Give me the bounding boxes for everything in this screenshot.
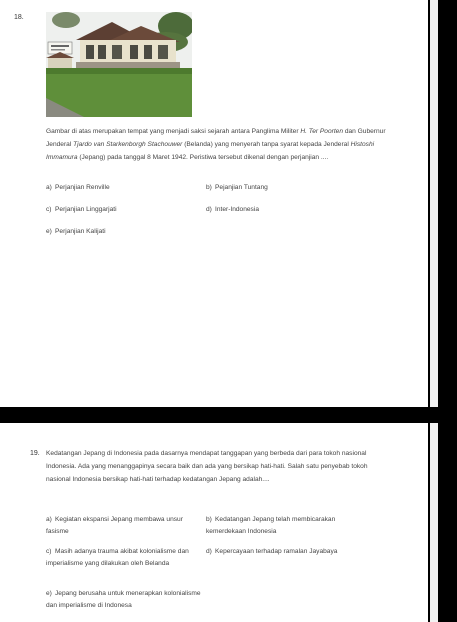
question-19-stem: Kedatangan Jepang di Indonesia pada dasarnya mendapat tanggapan yang berbeda dari para tokoh nasional Indonesia. Ada yang menanggapinya secara baik dan ada yang bersikap hati-hati. Salah satu penyebab tokoh nasional Indonesia bersikap hati-hati terhadap kedatangan Jepang adalah....	[46, 450, 368, 484]
option-label: e)	[46, 590, 52, 597]
page-edge	[430, 0, 438, 407]
stem-text-italic: Tjardo van Starkenborgh Stachouwer	[73, 141, 183, 149]
option-text: Perjanjian Renville	[55, 184, 110, 191]
stem-text: Gambar di atas merupakan tempat yang menjadi saksi sejarah antara Panglima Militer	[46, 128, 301, 135]
option-text: Inter-Indonesia	[215, 206, 259, 213]
stem-text: dan Gubernur Jenderal	[46, 128, 386, 149]
option-label: b)	[206, 184, 212, 191]
stem-text: (Jepang) pada tanggal 8 Maret 1942. Peristiwa tersebut dikenal dengan perjanjian ....	[77, 154, 329, 162]
option-label: a)	[46, 184, 52, 191]
option-label: b)	[206, 516, 212, 523]
question-number: 18.	[14, 14, 24, 21]
option-b[interactable]	[206, 514, 366, 537]
option-e[interactable]	[46, 226, 106, 238]
question-18-stem	[46, 125, 391, 165]
historical-building-photo	[46, 12, 192, 117]
option-label: d)	[206, 206, 212, 213]
option-text: Kedatangan Jepang telah membicarakan kemerdekaan Indonesia	[206, 516, 336, 535]
option-label: e)	[46, 228, 52, 235]
option-label: c)	[46, 548, 52, 555]
option-text: Perjanjian Linggarjati	[55, 206, 117, 213]
stem-text-italic: H. Ter Poorten	[300, 128, 343, 135]
option-a[interactable]	[46, 514, 202, 537]
option-c[interactable]	[46, 546, 202, 569]
option-text: Kegiatan ekspansi Jepang membawa unsur fasisme	[46, 516, 183, 535]
page-edge	[430, 423, 438, 622]
option-text: Kepercayaan terhadap ramalan Jayabaya	[215, 548, 338, 555]
stem-text-italic: Histoshi Immamura	[46, 141, 375, 162]
option-a[interactable]	[46, 182, 110, 194]
option-d[interactable]	[206, 546, 376, 558]
option-label: c)	[46, 206, 52, 213]
option-d[interactable]	[206, 204, 259, 216]
document-page-2	[0, 423, 428, 622]
option-c[interactable]	[46, 204, 117, 216]
option-text: Perjanjian Kalijati	[55, 228, 106, 235]
option-e[interactable]	[46, 588, 202, 611]
option-label: a)	[46, 516, 52, 523]
option-b[interactable]	[206, 182, 268, 194]
option-text: Pejanjian Tuntang	[215, 184, 268, 191]
option-label: d)	[206, 548, 212, 555]
question-number: 19.	[30, 450, 40, 457]
option-text: Masih adanya trauma akibat kolonialisme dan imperialisme yang dilakukan oleh Belanda	[46, 548, 189, 567]
stem-text: (Belanda) yang menyerah tanpa syarat kepada Jenderal	[182, 141, 351, 149]
option-text: Jepang berusaha untuk menerapkan kolonialisme dan imperialisme di Indonesa	[46, 590, 201, 609]
